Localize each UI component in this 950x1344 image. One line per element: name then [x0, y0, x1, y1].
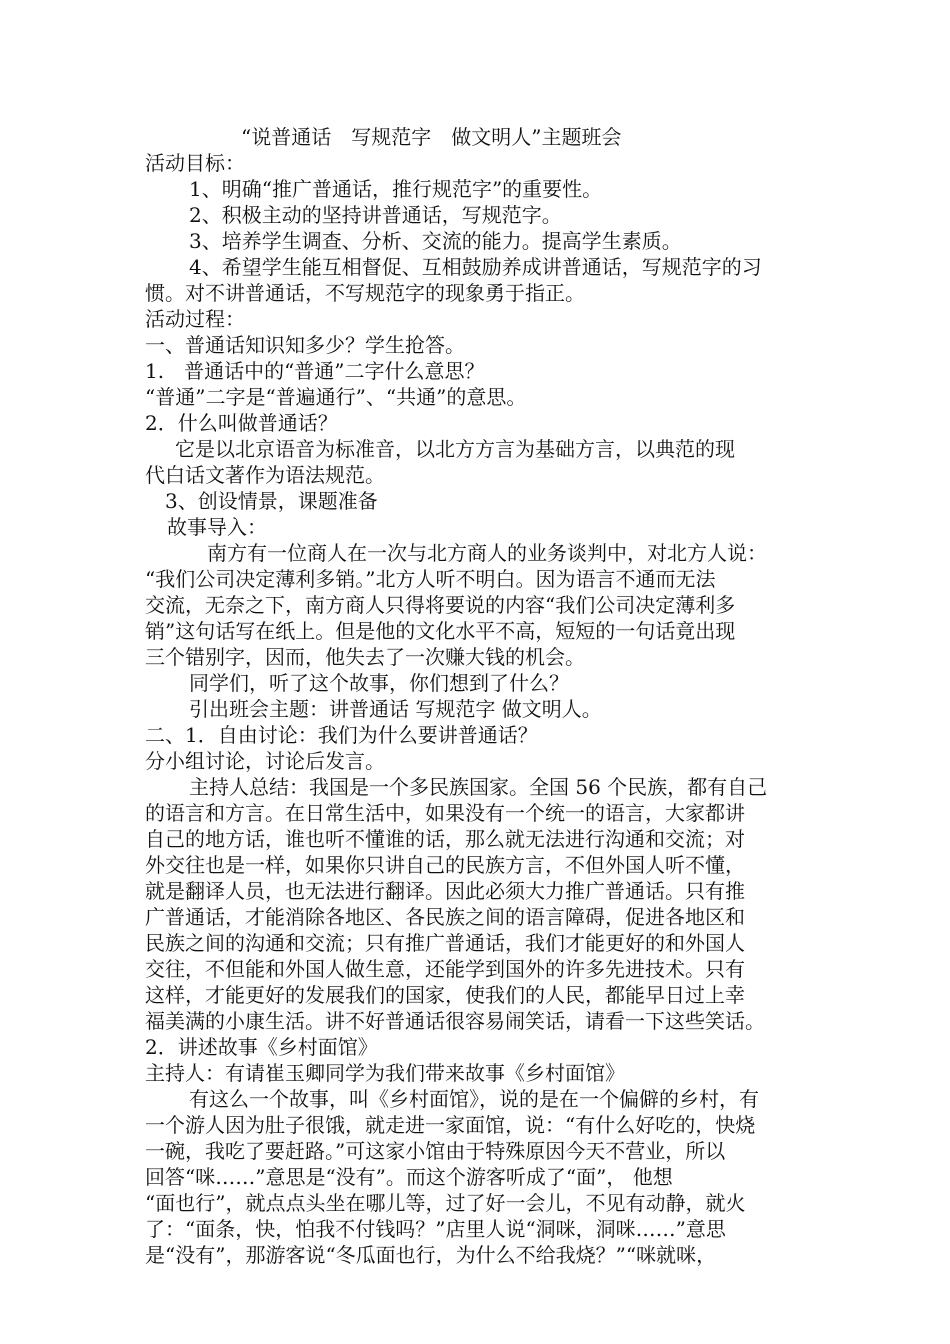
paragraph-line: 南方有一位商人在一次与北方商人的业务谈判中，对北方人说：	[207, 541, 767, 565]
goal-item: 3、培养学生调查、分析、交流的能力。提高学生素质。	[189, 229, 682, 253]
paragraph-line: 这样，才能更好的发展我们的国家，使我们的人民，都能早日过上幸	[145, 983, 745, 1007]
paragraph-line: 一、普通话知识知多少？学生抢答。	[145, 333, 465, 357]
paragraph-line: “我们公司决定薄利多销。”北方人听不明白。因为语言不通而无法	[145, 567, 716, 591]
paragraph-line: 回答“咪……”意思是“没有”。而这个游客听成了“面”， 他想	[145, 1165, 673, 1189]
document-body	[145, 124, 825, 1268]
paragraph-line: “普通”二字是“普遍通行”、“共通”的意思。	[145, 385, 527, 409]
paragraph-line: 故事导入：	[167, 515, 267, 539]
paragraph-line: 销”这句话写在纸上。但是他的文化水平不高，短短的一句话竟出现	[145, 619, 736, 643]
goal-item-continued: 惯。对不讲普通话，不写规范字的现象勇于指正。	[145, 281, 585, 305]
paragraph-line: 交流，无奈之下，南方商人只得将要说的内容“我们公司决定薄利多	[145, 593, 736, 617]
paragraph-line: 主持人总结：我国是一个多民族国家。全国 56 个民族，都有自己	[189, 775, 768, 799]
goal-item: 4、希望学生能互相督促、互相鼓励养成讲普通话，写规范字的习	[189, 255, 762, 279]
paragraph-line: 代白话文著作为语法规范。	[145, 463, 385, 487]
paragraph-line: 是“没有”，那游客说“冬瓜面也行，为什么不给我烧？”“咪就咪，	[145, 1243, 717, 1267]
paragraph-line: 自己的地方话，谁也听不懂谁的话，那么就无法进行沟通和交流；对	[145, 827, 745, 851]
paragraph-line: 一个游人因为肚子很饿，就走进一家面馆，说：“有什么好吃的，快烧	[145, 1113, 756, 1137]
paragraph-line: 2．什么叫做普通话？	[145, 411, 338, 435]
paragraph-line: 引出班会主题：讲普通话 写规范字 做文明人。	[189, 697, 602, 721]
paragraph-line: 它是以北京语音为标准音，以北方方言为基础方言，以典范的现	[175, 437, 735, 461]
paragraph-line: 主持人：有请崔玉卿同学为我们带来故事《乡村面馆》	[145, 1061, 625, 1085]
paragraph-line: 2．讲述故事《乡村面馆》	[145, 1035, 378, 1059]
paragraph-line: 福美满的小康生活。讲不好普通话很容易闹笑话，请看一下这些笑话。	[145, 1009, 765, 1033]
paragraph-line: “面也行”，就点点头坐在哪儿等，过了好一会儿，不见有动静，就火	[145, 1191, 746, 1215]
section-heading-goals: 活动目标：	[145, 151, 245, 175]
paragraph-line: 有这么一个故事，叫《乡村面馆》，说的是在一个偏僻的乡村，有	[189, 1087, 759, 1111]
paragraph-line: 就是翻译人员，也无法进行翻译。因此必须大力推广普通话。只有推	[145, 879, 745, 903]
paragraph-line: 广普通话，才能消除各地区、各民族之间的语言障碍，促进各地区和	[145, 905, 745, 929]
page-title: “说普通话 写规范字 做文明人”主题班会	[241, 125, 622, 149]
paragraph-line: 外交往也是一样，如果你只讲自己的民族方言，不但外国人听不懂，	[145, 853, 745, 877]
paragraph-line: 的语言和方言。在日常生活中，如果没有一个统一的语言，大家都讲	[145, 801, 745, 825]
paragraph-line: 了：“面条，快，怕我不付钱吗？”店里人说“洞咪，洞咪……”意思	[145, 1217, 726, 1241]
paragraph-line: 分小组讨论，讨论后发言。	[145, 749, 385, 773]
paragraph-line: 一碗，我吃了要赶路。”可这家小馆由于特殊原因今天不营业，所以	[145, 1139, 726, 1163]
section-heading-process: 活动过程：	[145, 307, 245, 331]
paragraph-line: 同学们，听了这个故事，你们想到了什么？	[189, 671, 569, 695]
paragraph-line: 3、创设情景，课题准备	[165, 489, 378, 513]
goal-item: 2、积极主动的坚持讲普通话，写规范字。	[189, 203, 562, 227]
paragraph-line: 二、1．自由讨论：我们为什么要讲普通话？	[145, 723, 538, 747]
paragraph-line: 交往，不但能和外国人做生意，还能学到国外的许多先进技术。只有	[145, 957, 745, 981]
paragraph-line: 三个错别字，因而，他失去了一次赚大钱的机会。	[145, 645, 585, 669]
goal-item: 1、明确“推广普通话，推行规范字”的重要性。	[189, 177, 603, 201]
paragraph-line: 1. 普通话中的“普通”二字什么意思？	[145, 359, 485, 383]
paragraph-line: 民族之间的沟通和交流；只有推广普通话，我们才能更好的和外国人	[145, 931, 745, 955]
